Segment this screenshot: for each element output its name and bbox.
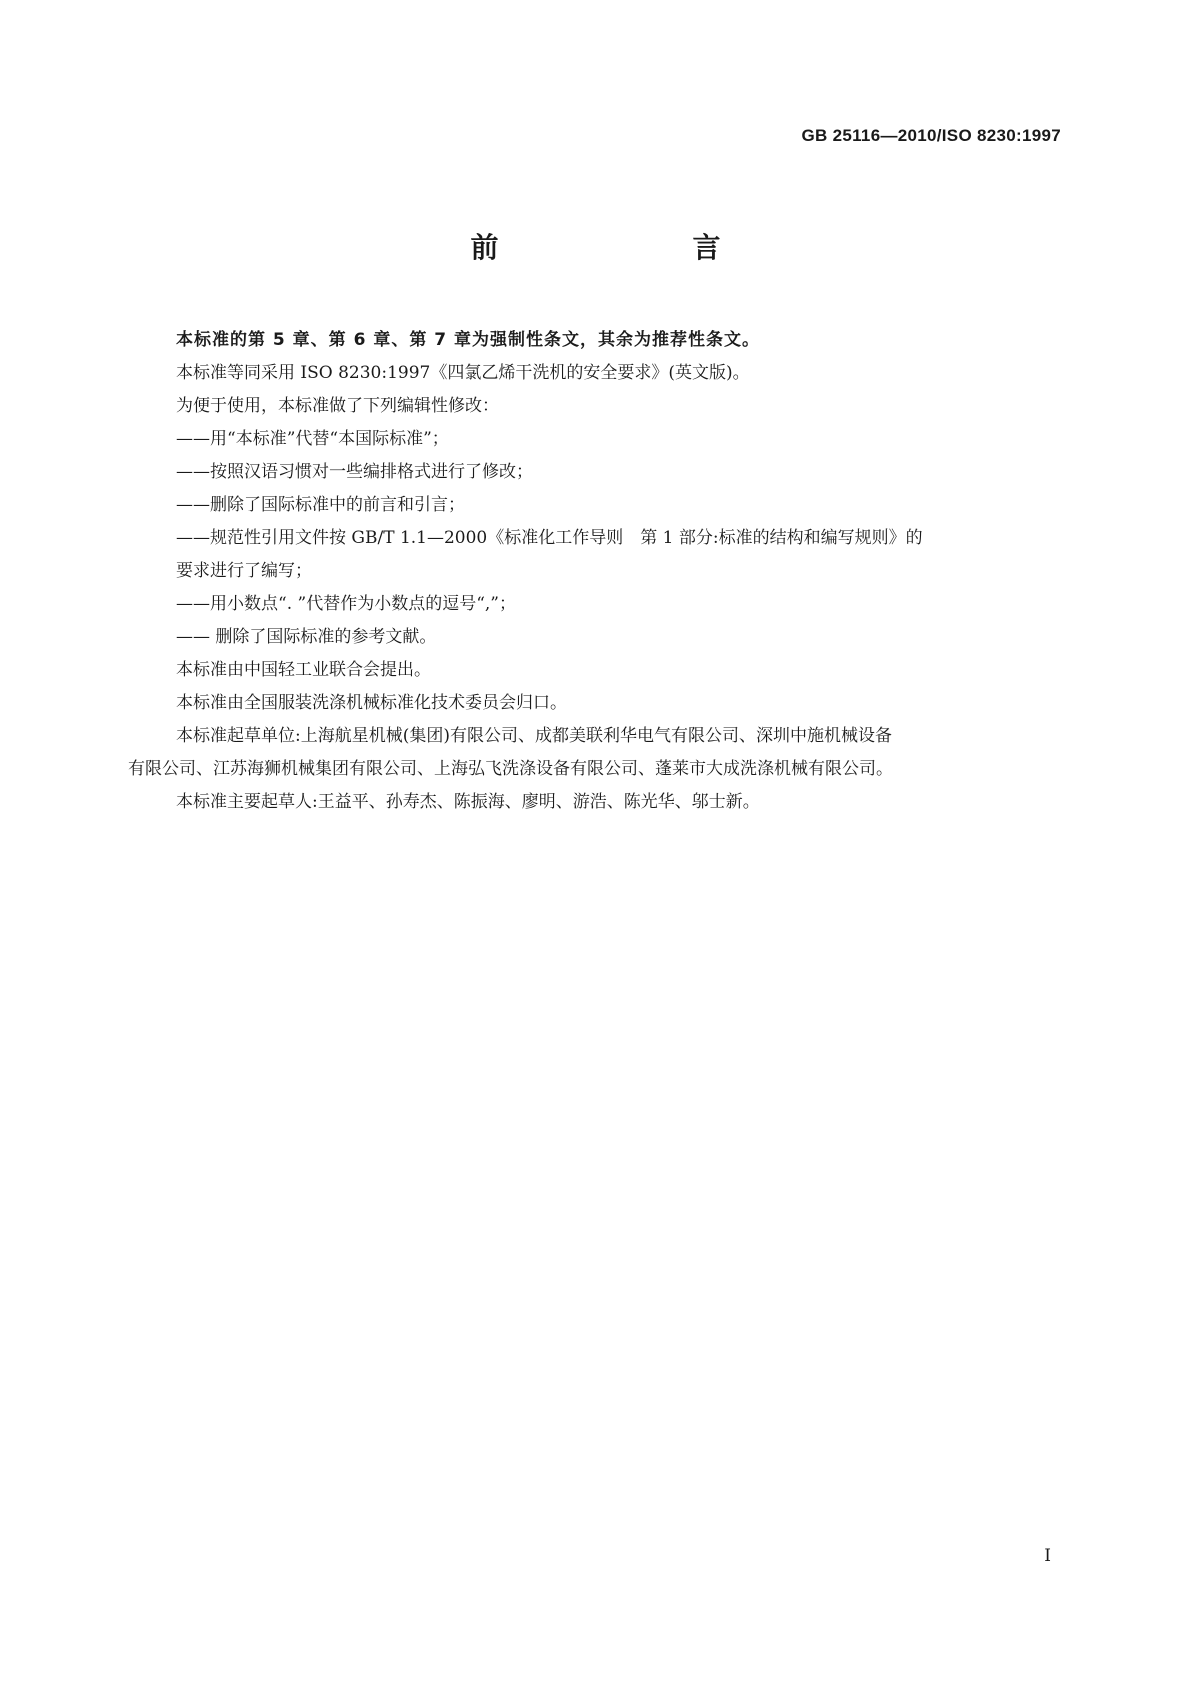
page-number: I <box>1044 1546 1051 1566</box>
list-item-text: —— 删除了国际标准的参考文献。 <box>176 627 437 647</box>
drafters-statement: 本标准主要起草人:王益平、孙寿杰、陈振海、廖明、游浩、陈光华、邬士新。 <box>176 792 760 812</box>
list-item-text: ——删除了国际标准中的前言和引言； <box>176 495 465 515</box>
list-item-text: ——按照汉语习惯对一些编排格式进行了修改； <box>176 462 533 482</box>
drafting-units-line2: 有限公司、江苏海狮机械集团有限公司、上海弘飞洗涤设备有限公司、蓬莱市大成洗涤机械有限公司。 <box>128 759 893 779</box>
page-title: 前 言 <box>470 231 767 264</box>
list-item-text: ——用小数点“. ”代替作为小数点的逗号“,”； <box>176 594 516 614</box>
list-item <box>136 621 1066 654</box>
drafting-units-line1: 本标准起草单位:上海航星机械(集团)有限公司、成都美联利华电气有限公司、深圳中施机械设备 <box>176 726 892 746</box>
edit-intro: 为便于使用，本标准做了下列编辑性修改： <box>176 396 499 416</box>
adoption-statement: 本标准等同采用 ISO 8230:1997《四氯乙烯干洗机的安全要求》(英文版)。 <box>176 363 750 383</box>
list-item <box>136 456 1066 489</box>
standard-code: GB 25116—2010/ISO 8230:1997 <box>801 126 1061 145</box>
list-item <box>136 489 1066 522</box>
list-item-continuation: 要求进行了编写； <box>176 561 312 581</box>
list-item-text: ——用“本标准”代替“本国际标准”； <box>176 429 449 449</box>
list-item <box>136 588 1066 621</box>
list-item <box>136 522 1066 588</box>
mandatory-clause-statement: 本标准的第 5 章、第 6 章、第 7 章为强制性条文，其余为推荐性条文。 <box>176 330 760 350</box>
proposer-statement: 本标准由中国轻工业联合会提出。 <box>176 660 431 680</box>
list-item <box>136 423 1066 456</box>
committee-statement: 本标准由全国服装洗涤机械标准化技术委员会归口。 <box>176 693 567 713</box>
foreword-body <box>128 324 1066 819</box>
list-item-text: ——规范性引用文件按 GB/T 1.1—2000《标准化工作导则 第 1 部分:标准的结构和编写规则》的 <box>176 528 923 548</box>
